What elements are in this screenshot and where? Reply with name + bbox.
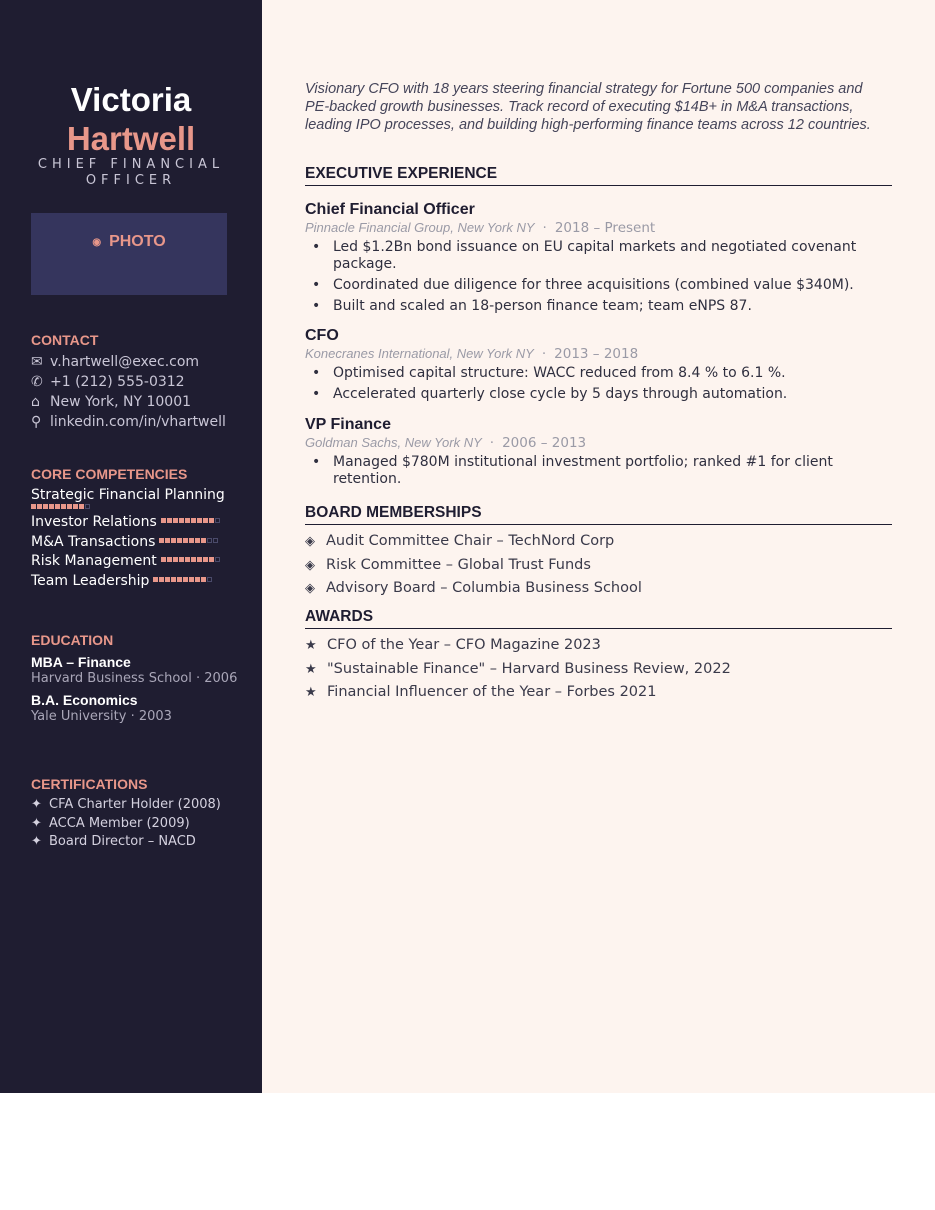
skill-level-segment (189, 577, 194, 582)
contact-phone-text: +1 (212) 555-0312 (50, 374, 185, 390)
star-icon: ★ (305, 685, 317, 700)
skill-level-segment (85, 504, 90, 509)
achievement-text: Accelerated quarterly close cycle by 5 days through automation. (333, 386, 788, 402)
achievement-item (305, 365, 892, 382)
skill-level-segment (177, 577, 182, 582)
skill-level-segment (201, 577, 206, 582)
degree: B.A. Economics (31, 692, 138, 708)
skill-level-segment (197, 557, 202, 562)
sidebar (0, 0, 262, 1093)
competency-label: Investor Relations (31, 514, 157, 530)
school: Yale University · 2003 (31, 709, 172, 724)
contact-email[interactable] (31, 352, 246, 372)
achievement-text: Optimised capital structure: WACC reduced from 8.4 % to 6.1 %. (333, 365, 786, 381)
job-company: Konecranes International, New York NY (305, 346, 534, 361)
awards-list (305, 634, 892, 705)
skill-level-segment (159, 538, 164, 543)
contact-list (31, 352, 246, 432)
skill-level-segment (185, 557, 190, 562)
competency-label: Team Leadership (31, 572, 150, 589)
meta-separator: · (541, 346, 547, 362)
awards-heading: AWARDS (305, 608, 892, 629)
skill-level-segment (165, 577, 170, 582)
skill-level-segment (207, 538, 212, 543)
contact-linkedin[interactable] (31, 412, 246, 432)
candidate-name (0, 80, 262, 158)
skill-level-segment (173, 557, 178, 562)
certification-text: Board Director – NACD (49, 834, 196, 849)
skill-level-segment (177, 538, 182, 543)
competency-item (31, 513, 246, 533)
skill-level-segment (153, 577, 158, 582)
professional-summary: Visionary CFO with 18 years steering financial strategy for Fortune 500 companies and PE-backed growth businesses. Track record of executing $14B+ in M&A transactions, leading IPO processes, and building high-performing finance teams across 12 countries. (305, 81, 871, 133)
award-item (305, 681, 892, 705)
skill-level-segment (209, 557, 214, 562)
award-item (305, 658, 892, 682)
award-text: Financial Influencer of the Year – Forbes 2021 (327, 684, 657, 700)
job-role: VP Finance (305, 416, 391, 433)
diamond-icon: ◈ (305, 581, 315, 596)
skill-level-segment (171, 538, 176, 543)
skill-level-segment (61, 504, 66, 509)
skill-level-segment (79, 504, 84, 509)
competency-item (31, 533, 246, 553)
first-name: Victoria (70, 81, 192, 118)
job-company: Goldman Sachs, New York NY (305, 435, 482, 450)
skill-level-segment (161, 557, 166, 562)
skill-level-segment (161, 518, 166, 523)
competencies-heading: CORE COMPETENCIES (31, 466, 188, 482)
bullet-icon: • (312, 454, 321, 470)
skill-level-segment (171, 577, 176, 582)
skill-level-segment (209, 518, 214, 523)
competency-item (31, 572, 246, 592)
competency-label: M&A Transactions (31, 533, 156, 550)
skill-level-segment (185, 518, 190, 523)
meta-separator: · (542, 220, 547, 236)
sparkle-icon: ✦ (31, 815, 42, 831)
last-name: Hartwell (66, 120, 196, 157)
skill-level-segment (191, 518, 196, 523)
skill-level-segment (203, 557, 208, 562)
board-item (305, 554, 892, 578)
skill-level-segment (197, 518, 202, 523)
contact-email-text: v.hartwell@exec.com (50, 354, 200, 370)
contact-linkedin-text: linkedin.com/in/vhartwell (50, 414, 226, 430)
photo-label: PHOTO (109, 233, 166, 250)
achievement-item (305, 277, 892, 294)
job-entry (305, 415, 892, 492)
achievement-text: Managed $780M institutional investment portfolio; ranked #1 for client retention. (333, 454, 833, 487)
skill-level-segment (195, 538, 200, 543)
contact-phone[interactable] (31, 372, 246, 392)
achievement-text: Led $1.2Bn bond issuance on EU capital markets and negotiated covenant package. (333, 239, 857, 272)
home-icon: ⌂ (31, 394, 40, 410)
achievement-item (305, 239, 892, 273)
job-title: CHIEF FINANCIAL OFFICER (37, 157, 225, 188)
skill-level-bar (161, 518, 221, 524)
certification-item (31, 815, 246, 834)
competencies-list (31, 486, 246, 591)
skill-level-segment (215, 557, 220, 562)
sparkle-icon: ✦ (31, 797, 42, 812)
experience-heading: EXECUTIVE EXPERIENCE (305, 165, 892, 186)
job-achievements (305, 365, 892, 403)
bullet-icon: • (312, 277, 321, 293)
school: Harvard Business School · 2006 (31, 671, 238, 686)
achievement-text: Built and scaled an 18-person finance team; team eNPS 87. (333, 298, 752, 314)
job-entry (305, 326, 892, 407)
job-meta (305, 219, 892, 237)
skill-level-segment (201, 538, 206, 543)
job-role: Chief Financial Officer (305, 201, 475, 218)
job-role: CFO (305, 327, 339, 344)
certification-text: CFA Charter Holder (2008) (49, 797, 221, 812)
skill-level-segment (43, 504, 48, 509)
bullet-icon: • (312, 365, 321, 381)
skill-level-segment (159, 577, 164, 582)
skill-level-segment (167, 557, 172, 562)
skill-level-bar (153, 577, 213, 583)
education-heading: EDUCATION (31, 632, 114, 648)
certifications-list (31, 796, 246, 852)
phone-icon: ✆ (31, 374, 43, 390)
contact-location-text: New York, NY 10001 (50, 394, 192, 410)
star-icon: ★ (305, 638, 317, 653)
meta-separator: · (489, 435, 495, 451)
job-achievements (305, 454, 892, 488)
skill-level-segment (73, 504, 78, 509)
achievement-text: Coordinated due diligence for three acquisitions (combined value $340M). (333, 277, 854, 293)
achievement-item (305, 298, 892, 315)
board-text: Risk Committee – Global Trust Funds (326, 556, 591, 573)
email-icon: ✉ (31, 354, 43, 370)
job-meta (305, 434, 892, 452)
main-content (262, 0, 935, 1093)
skill-level-segment (179, 518, 184, 523)
degree: MBA – Finance (31, 654, 131, 670)
award-text: CFO of the Year – CFO Magazine 2023 (327, 637, 601, 653)
diamond-icon: ◈ (305, 557, 315, 573)
certification-item (31, 833, 246, 852)
skill-level-segment (213, 538, 218, 543)
board-heading: BOARD MEMBERSHIPS (305, 504, 892, 525)
photo-placeholder (31, 213, 227, 295)
award-text: "Sustainable Finance" – Harvard Business Review, 2022 (327, 660, 731, 677)
skill-level-bar (31, 504, 246, 510)
skill-level-segment (31, 504, 36, 509)
achievement-item (305, 454, 892, 488)
skill-level-segment (183, 538, 188, 543)
skill-level-segment (67, 504, 72, 509)
contact-heading: CONTACT (31, 332, 99, 348)
skill-level-segment (49, 504, 54, 509)
job-achievements (305, 239, 892, 315)
skill-level-segment (189, 538, 194, 543)
skill-level-segment (55, 504, 60, 509)
job-company: Pinnacle Financial Group, New York NY (305, 220, 535, 235)
competency-item (31, 486, 246, 510)
skill-level-segment (183, 577, 188, 582)
skill-level-segment (191, 557, 196, 562)
education-list (31, 654, 246, 730)
certification-text: ACCA Member (2009) (49, 815, 190, 831)
skill-level-segment (167, 518, 172, 523)
job-meta (305, 345, 892, 363)
skill-level-bar (159, 538, 219, 544)
board-item (305, 530, 892, 554)
star-icon: ★ (305, 661, 317, 677)
board-item (305, 577, 892, 601)
award-item (305, 634, 892, 658)
competency-label: Strategic Financial Planning (31, 487, 225, 503)
job-dates: 2006 – 2013 (502, 435, 587, 451)
job-entry (305, 200, 892, 319)
competency-item (31, 552, 246, 572)
skill-level-segment (203, 518, 208, 523)
competency-label: Risk Management (31, 553, 157, 569)
skill-level-segment (173, 518, 178, 523)
board-text: Advisory Board – Columbia Business School (326, 580, 642, 596)
skill-level-bar (161, 557, 221, 563)
contact-location (31, 392, 246, 412)
skill-level-segment (195, 577, 200, 582)
skill-level-segment (207, 577, 212, 582)
board-text: Audit Committee Chair – TechNord Corp (326, 533, 615, 549)
certifications-heading: CERTIFICATIONS (31, 776, 148, 792)
sparkle-icon: ✦ (31, 834, 42, 849)
board-list (305, 530, 892, 601)
certification-item (31, 796, 246, 815)
skill-level-segment (165, 538, 170, 543)
skill-level-segment (215, 518, 220, 523)
bullet-icon: • (312, 298, 321, 314)
bullet-icon: • (312, 239, 321, 255)
achievement-item (305, 386, 892, 403)
skill-level-segment (37, 504, 42, 509)
job-dates: 2018 – Present (554, 220, 656, 236)
job-dates: 2013 – 2018 (554, 346, 639, 362)
diamond-icon: ◈ (305, 534, 315, 549)
target-icon: ◉ (92, 237, 102, 248)
link-icon: ⚲ (31, 414, 42, 430)
bullet-icon: • (312, 386, 321, 402)
skill-level-segment (179, 557, 184, 562)
